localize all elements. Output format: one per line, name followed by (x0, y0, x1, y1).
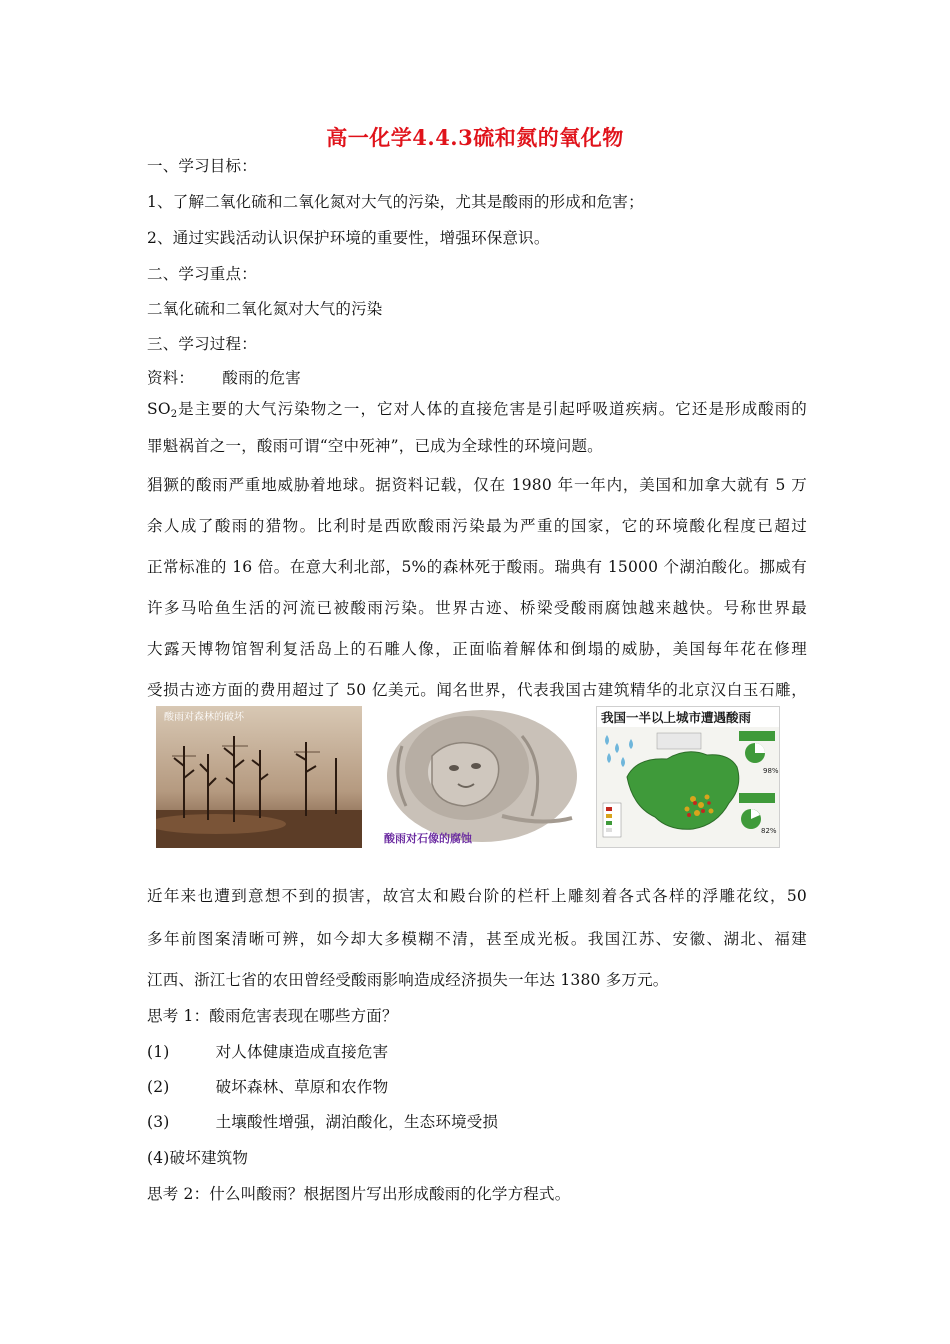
answer-2-number: (2) (147, 1078, 170, 1096)
acid-rain-map-image (596, 706, 780, 848)
paragraph-2-line: 余人成了酸雨的猎物。比利时是西欧酸雨污染最为严重的国家，它的环境酸化程度已超过 (147, 517, 807, 535)
paragraph-3-line: 江西、浙江七省的农田曾经受酸雨影响造成经济损失一年达 1380 多万元。 (147, 971, 669, 989)
forest-caption: 酸雨对森林的破坏 (164, 712, 244, 723)
key-heading: 二、学习重点： (147, 265, 257, 283)
goals-heading: 一、学习目标： (147, 157, 257, 175)
paragraph-1-line-1 (147, 397, 807, 420)
question-2: 思考 2：什么叫酸雨？根据图片写出形成酸雨的化学方程式。 (147, 1185, 571, 1203)
answer-1-number: (1) (147, 1043, 170, 1061)
paragraph-2-line: 受损古迹方面的费用超过了 50 亿美元。闻名世界，代表我国古建筑精华的北京汉白玉石雕， (147, 681, 807, 699)
paragraph-1-text: 是主要的大气污染物之一，它对人体的直接危害是引起呼吸道疾病。它还是形成酸雨的 (177, 400, 807, 418)
paragraph-2-line: 正常标准的 16 倍。在意大利北部，5%的森林死于酸雨。瑞典有 15000 个湖泊酸化。挪威有 (147, 558, 807, 576)
process-heading: 三、学习过程： (147, 335, 257, 353)
map-title: 我国一半以上城市遭遇酸雨 (601, 710, 752, 725)
statue-corrosion-picture (372, 706, 582, 848)
answer-3 (147, 1110, 498, 1132)
map-stat-1: 98% (763, 767, 779, 775)
so2-subscript: 2 (170, 409, 178, 420)
paragraph-2-line: 猖獗的酸雨严重地威胁着地球。据资料记载，仅在 1980 年一年内，美国和加拿大就有 5 万 (147, 476, 807, 494)
forest-damage-image (156, 706, 362, 848)
answer-1 (147, 1040, 388, 1062)
material-label: 资料： (147, 369, 195, 387)
question-1: 思考 1：酸雨危害表现在哪些方面？ (147, 1007, 398, 1025)
key-point: 二氧化硫和二氧化氮对大气的污染 (147, 300, 383, 318)
map-stat-2: 82% (761, 827, 777, 835)
forest-damage-picture (156, 706, 362, 848)
paragraph-2-line: 大露天博物馆智利复活岛上的石雕人像，正面临着解体和倒塌的威胁，美国每年花在修理 (147, 640, 807, 658)
answer-2-text: 破坏森林、草原和农作物 (215, 1078, 389, 1096)
goal-2: 2、通过实践活动认识保护环境的重要性，增强环保意识。 (147, 229, 550, 247)
document-title: 高一化学4.4.3硫和氮的氧化物 (326, 125, 624, 150)
statue-corrosion-image (372, 706, 582, 848)
paragraph-2-line: 许多马哈鱼生活的河流已被酸雨污染。世界古迹、桥梁受酸雨腐蚀越来越快。号称世界最 (147, 599, 807, 617)
material-line (147, 366, 301, 388)
so2-formula: SO (147, 400, 171, 418)
acid-rain-map-picture (597, 707, 779, 847)
answer-3-text: 土壤酸性增强，湖泊酸化，生态环境受损 (215, 1113, 499, 1131)
material-title: 酸雨的危害 (222, 369, 301, 387)
answer-2 (147, 1075, 388, 1097)
goal-1: 1、了解二氧化硫和二氧化氮对大气的污染，尤其是酸雨的形成和危害； (147, 193, 644, 211)
paragraph-3-line: 近年来也遭到意想不到的损害，故宫太和殿台阶的栏杆上雕刻着各式各样的浮雕花纹，50 (147, 887, 807, 905)
figures-row (156, 706, 780, 848)
answer-1-text: 对人体健康造成直接危害 (215, 1043, 389, 1061)
answer-4: (4)破坏建筑物 (147, 1149, 249, 1167)
answer-3-number: (3) (147, 1113, 170, 1131)
statue-caption: 酸雨对石像的腐蚀 (384, 832, 472, 845)
paragraph-3-line: 多年前图案清晰可辨，如今却大多模糊不清，甚至成光板。我国江苏、安徽、湖北、福建 (147, 930, 807, 948)
paragraph-1-line-2: 罪魁祸首之一，酸雨可谓“空中死神”，已成为全球性的环境问题。 (147, 437, 603, 455)
